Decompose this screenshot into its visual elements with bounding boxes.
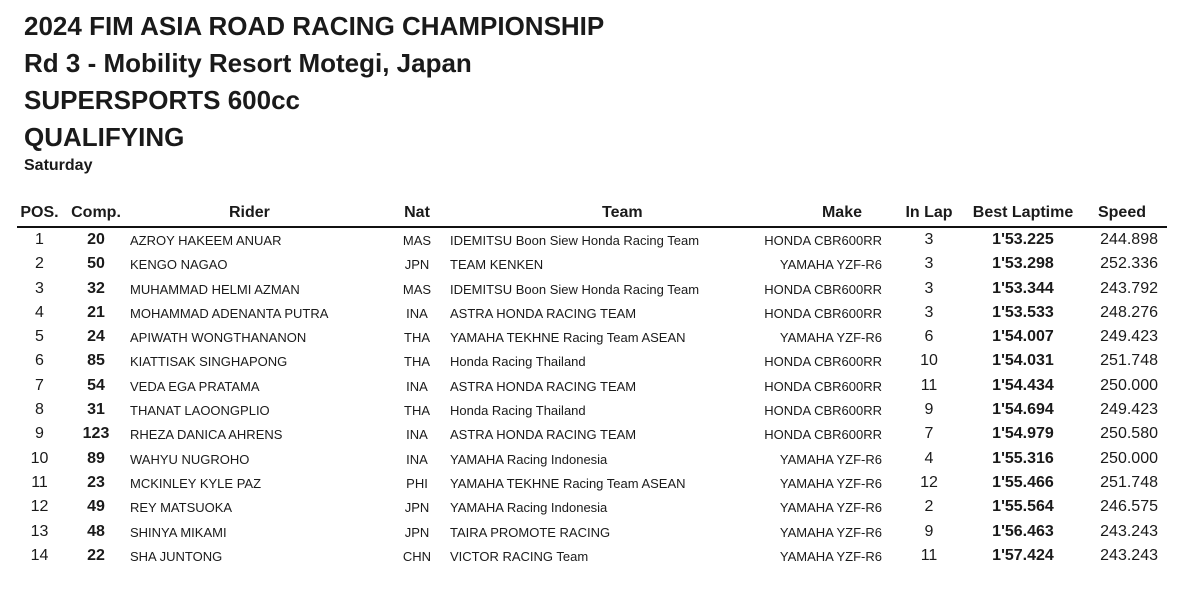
cell-rider: KENGO NAGAO [130, 257, 228, 273]
cell-pos: 4 [35, 303, 44, 321]
cell-make: YAMAHA YZF-R6 [779, 524, 882, 540]
table-row [17, 447, 1167, 471]
cell-rider: SHA JUNTONG [130, 548, 223, 564]
cell-pos: 5 [35, 328, 44, 346]
cell-make: HONDA CBR600RR [764, 281, 882, 297]
table-row [17, 252, 1167, 276]
cell-pos: 6 [35, 352, 44, 370]
cell-inlap: 3 [924, 279, 934, 297]
cell-comp: 20 [87, 231, 105, 248]
session-day: Saturday [24, 157, 93, 174]
cell-rider: RHEZA DANICA AHRENS [130, 427, 283, 443]
table-row [17, 349, 1167, 373]
cell-comp: 21 [87, 303, 105, 321]
cell-nat: JPN [404, 257, 430, 273]
cell-team: ASTRA HONDA RACING TEAM [450, 427, 637, 443]
cell-speed: 250.000 [1100, 376, 1158, 394]
cell-nat: INA [406, 451, 428, 467]
cell-make: YAMAHA YZF-R6 [779, 500, 882, 516]
cell-make: HONDA CBR600RR [764, 378, 882, 394]
cell-team: Honda Racing Thailand [450, 403, 586, 419]
cell-team: TEAM KENKEN [450, 257, 544, 273]
cell-comp: 85 [87, 352, 105, 370]
cell-rider: MUHAMMAD HELMI AZMAN [130, 281, 300, 297]
cell-best-laptime: 1'53.298 [992, 255, 1054, 273]
cell-nat: INA [406, 305, 428, 321]
cell-inlap: 7 [924, 425, 934, 443]
cell-team: YAMAHA TEKHNE Racing Team ASEAN [450, 475, 686, 491]
cell-inlap: 3 [924, 255, 934, 273]
cell-rider: THANAT LAOONGPLIO [130, 403, 270, 419]
cell-best-laptime: 1'55.316 [992, 449, 1054, 467]
cell-nat: THA [404, 330, 430, 346]
table-row [17, 471, 1167, 495]
cell-make: HONDA CBR600RR [764, 305, 882, 321]
cell-nat: INA [406, 427, 428, 443]
cell-comp: 32 [87, 279, 105, 297]
cell-rider: REY MATSUOKA [130, 500, 233, 516]
cell-speed: 244.898 [1100, 231, 1158, 248]
cell-nat: JPN [404, 500, 430, 516]
cell-speed: 251.748 [1100, 473, 1158, 491]
document-header [24, 8, 604, 176]
cell-team: YAMAHA TEKHNE Racing Team ASEAN [450, 330, 686, 346]
championship-title: 2024 FIM ASIA ROAD RACING CHAMPIONSHIP [24, 11, 605, 41]
cell-best-laptime: 1'54.031 [992, 352, 1054, 370]
table-row [17, 277, 1167, 301]
cell-inlap: 11 [920, 376, 938, 394]
cell-nat: MAS [402, 281, 432, 297]
table-row [17, 495, 1167, 519]
cell-pos: 13 [30, 522, 49, 540]
cell-comp: 89 [87, 449, 105, 467]
table-row [17, 398, 1167, 422]
cell-speed: 250.580 [1100, 425, 1158, 443]
cell-speed: 252.336 [1100, 255, 1158, 273]
cell-make: YAMAHA YZF-R6 [779, 330, 882, 346]
cell-team: ASTRA HONDA RACING TEAM [450, 378, 637, 394]
cell-best-laptime: 1'54.694 [992, 401, 1054, 419]
col-comp-header: Comp. [71, 204, 121, 221]
cell-best-laptime: 1'57.424 [992, 546, 1054, 564]
cell-make: HONDA CBR600RR [764, 354, 882, 370]
cell-speed: 250.000 [1100, 449, 1158, 467]
cell-inlap: 12 [920, 473, 938, 491]
cell-nat: JPN [404, 524, 430, 540]
cell-pos: 3 [35, 279, 44, 297]
cell-comp: 48 [87, 522, 105, 540]
cell-pos: 11 [31, 473, 48, 491]
col-nat-header: Nat [404, 204, 430, 221]
col-inlap-header: In Lap [905, 204, 953, 221]
cell-make: HONDA CBR600RR [764, 233, 882, 248]
cell-inlap: 9 [924, 401, 934, 419]
cell-make: HONDA CBR600RR [764, 403, 882, 419]
cell-comp: 31 [87, 401, 105, 419]
cell-best-laptime: 1'54.979 [992, 425, 1054, 443]
col-team-header: Team [602, 204, 643, 221]
cell-best-laptime: 1'53.533 [992, 303, 1054, 321]
cell-pos: 14 [30, 546, 49, 564]
cell-pos: 8 [35, 401, 44, 419]
table-body [17, 228, 1167, 568]
cell-pos: 2 [35, 255, 44, 273]
col-speed-header: Speed [1097, 204, 1146, 221]
cell-best-laptime: 1'55.564 [992, 498, 1054, 516]
cell-inlap: 6 [924, 328, 934, 346]
cell-pos: 12 [30, 498, 49, 516]
cell-speed: 243.792 [1100, 279, 1158, 297]
cell-inlap: 9 [924, 522, 934, 540]
cell-pos: 1 [35, 231, 44, 248]
cell-rider: WAHYU NUGROHO [130, 451, 250, 467]
cell-comp: 23 [87, 473, 105, 491]
cell-speed: 251.748 [1100, 352, 1158, 370]
cell-make: YAMAHA YZF-R6 [779, 257, 882, 273]
cell-rider: APIWATH WONGTHANANON [130, 330, 307, 346]
cell-speed: 249.423 [1100, 401, 1158, 419]
cell-inlap: 4 [924, 449, 934, 467]
cell-rider: MOHAMMAD ADENANTA PUTRA [130, 305, 329, 321]
col-rider-header: Rider [229, 204, 270, 221]
cell-team: IDEMITSU Boon Siew Honda Racing Team [450, 281, 700, 297]
cell-comp: 49 [87, 498, 105, 516]
cell-inlap: 10 [920, 352, 938, 370]
round-title: Rd 3 - Mobility Resort Motegi, Japan [24, 48, 472, 78]
cell-comp: 50 [87, 255, 105, 273]
cell-nat: INA [406, 378, 428, 394]
cell-nat: CHN [402, 548, 432, 564]
cell-speed: 243.243 [1100, 546, 1158, 564]
cell-team: ASTRA HONDA RACING TEAM [450, 305, 637, 321]
cell-team: YAMAHA Racing Indonesia [450, 451, 608, 467]
cell-rider: VEDA EGA PRATAMA [130, 378, 260, 394]
cell-team: Honda Racing Thailand [450, 354, 586, 370]
cell-inlap: 2 [924, 498, 934, 516]
cell-nat: THA [404, 403, 430, 419]
cell-comp: 24 [87, 328, 105, 346]
results-table [17, 204, 1167, 568]
table-row [17, 301, 1167, 325]
table-row [17, 544, 1167, 568]
session-title: QUALIFYING [24, 122, 185, 152]
cell-speed: 246.575 [1100, 498, 1158, 516]
col-pos-header: POS. [20, 204, 59, 221]
cell-team: TAIRA PROMOTE RACING [450, 524, 611, 540]
table-row [17, 374, 1167, 398]
cell-nat: PHI [406, 475, 428, 491]
cell-make: YAMAHA YZF-R6 [779, 475, 882, 491]
cell-rider: KIATTISAK SINGHAPONG [130, 354, 288, 370]
cell-best-laptime: 1'55.466 [992, 473, 1054, 491]
cell-team: IDEMITSU Boon Siew Honda Racing Team [450, 233, 700, 248]
cell-rider: SHINYA MIKAMI [130, 524, 227, 540]
cell-inlap: 11 [920, 546, 938, 564]
cell-pos: 7 [35, 376, 44, 394]
cell-pos: 9 [35, 425, 44, 443]
cell-speed: 248.276 [1100, 303, 1158, 321]
col-make-header: Make [821, 204, 862, 221]
cell-rider: AZROY HAKEEM ANUAR [130, 233, 282, 248]
cell-inlap: 3 [924, 303, 934, 321]
cell-best-laptime: 1'56.463 [992, 522, 1054, 540]
table-header [17, 204, 1167, 226]
cell-rider: MCKINLEY KYLE PAZ [130, 475, 262, 491]
cell-speed: 249.423 [1100, 328, 1158, 346]
cell-nat: THA [404, 354, 430, 370]
cell-pos: 10 [30, 449, 49, 467]
cell-best-laptime: 1'54.007 [992, 328, 1054, 346]
col-best-header: Best Laptime [972, 204, 1074, 221]
cell-comp: 22 [87, 546, 105, 564]
class-title: SUPERSPORTS 600cc [24, 85, 301, 115]
cell-inlap: 3 [924, 231, 934, 248]
cell-speed: 243.243 [1100, 522, 1158, 540]
cell-nat: MAS [402, 233, 432, 248]
cell-team: YAMAHA Racing Indonesia [450, 500, 608, 516]
cell-make: YAMAHA YZF-R6 [779, 451, 882, 467]
cell-comp: 123 [82, 425, 110, 443]
table-row [17, 422, 1167, 446]
cell-make: HONDA CBR600RR [764, 427, 882, 443]
cell-comp: 54 [87, 376, 105, 394]
cell-make: YAMAHA YZF-R6 [779, 548, 882, 564]
cell-best-laptime: 1'54.434 [992, 376, 1054, 394]
table-row [17, 520, 1167, 544]
cell-best-laptime: 1'53.225 [992, 231, 1054, 248]
table-row [17, 325, 1167, 349]
table-row [17, 228, 1167, 252]
cell-team: VICTOR RACING Team [450, 548, 589, 564]
cell-best-laptime: 1'53.344 [992, 279, 1054, 297]
